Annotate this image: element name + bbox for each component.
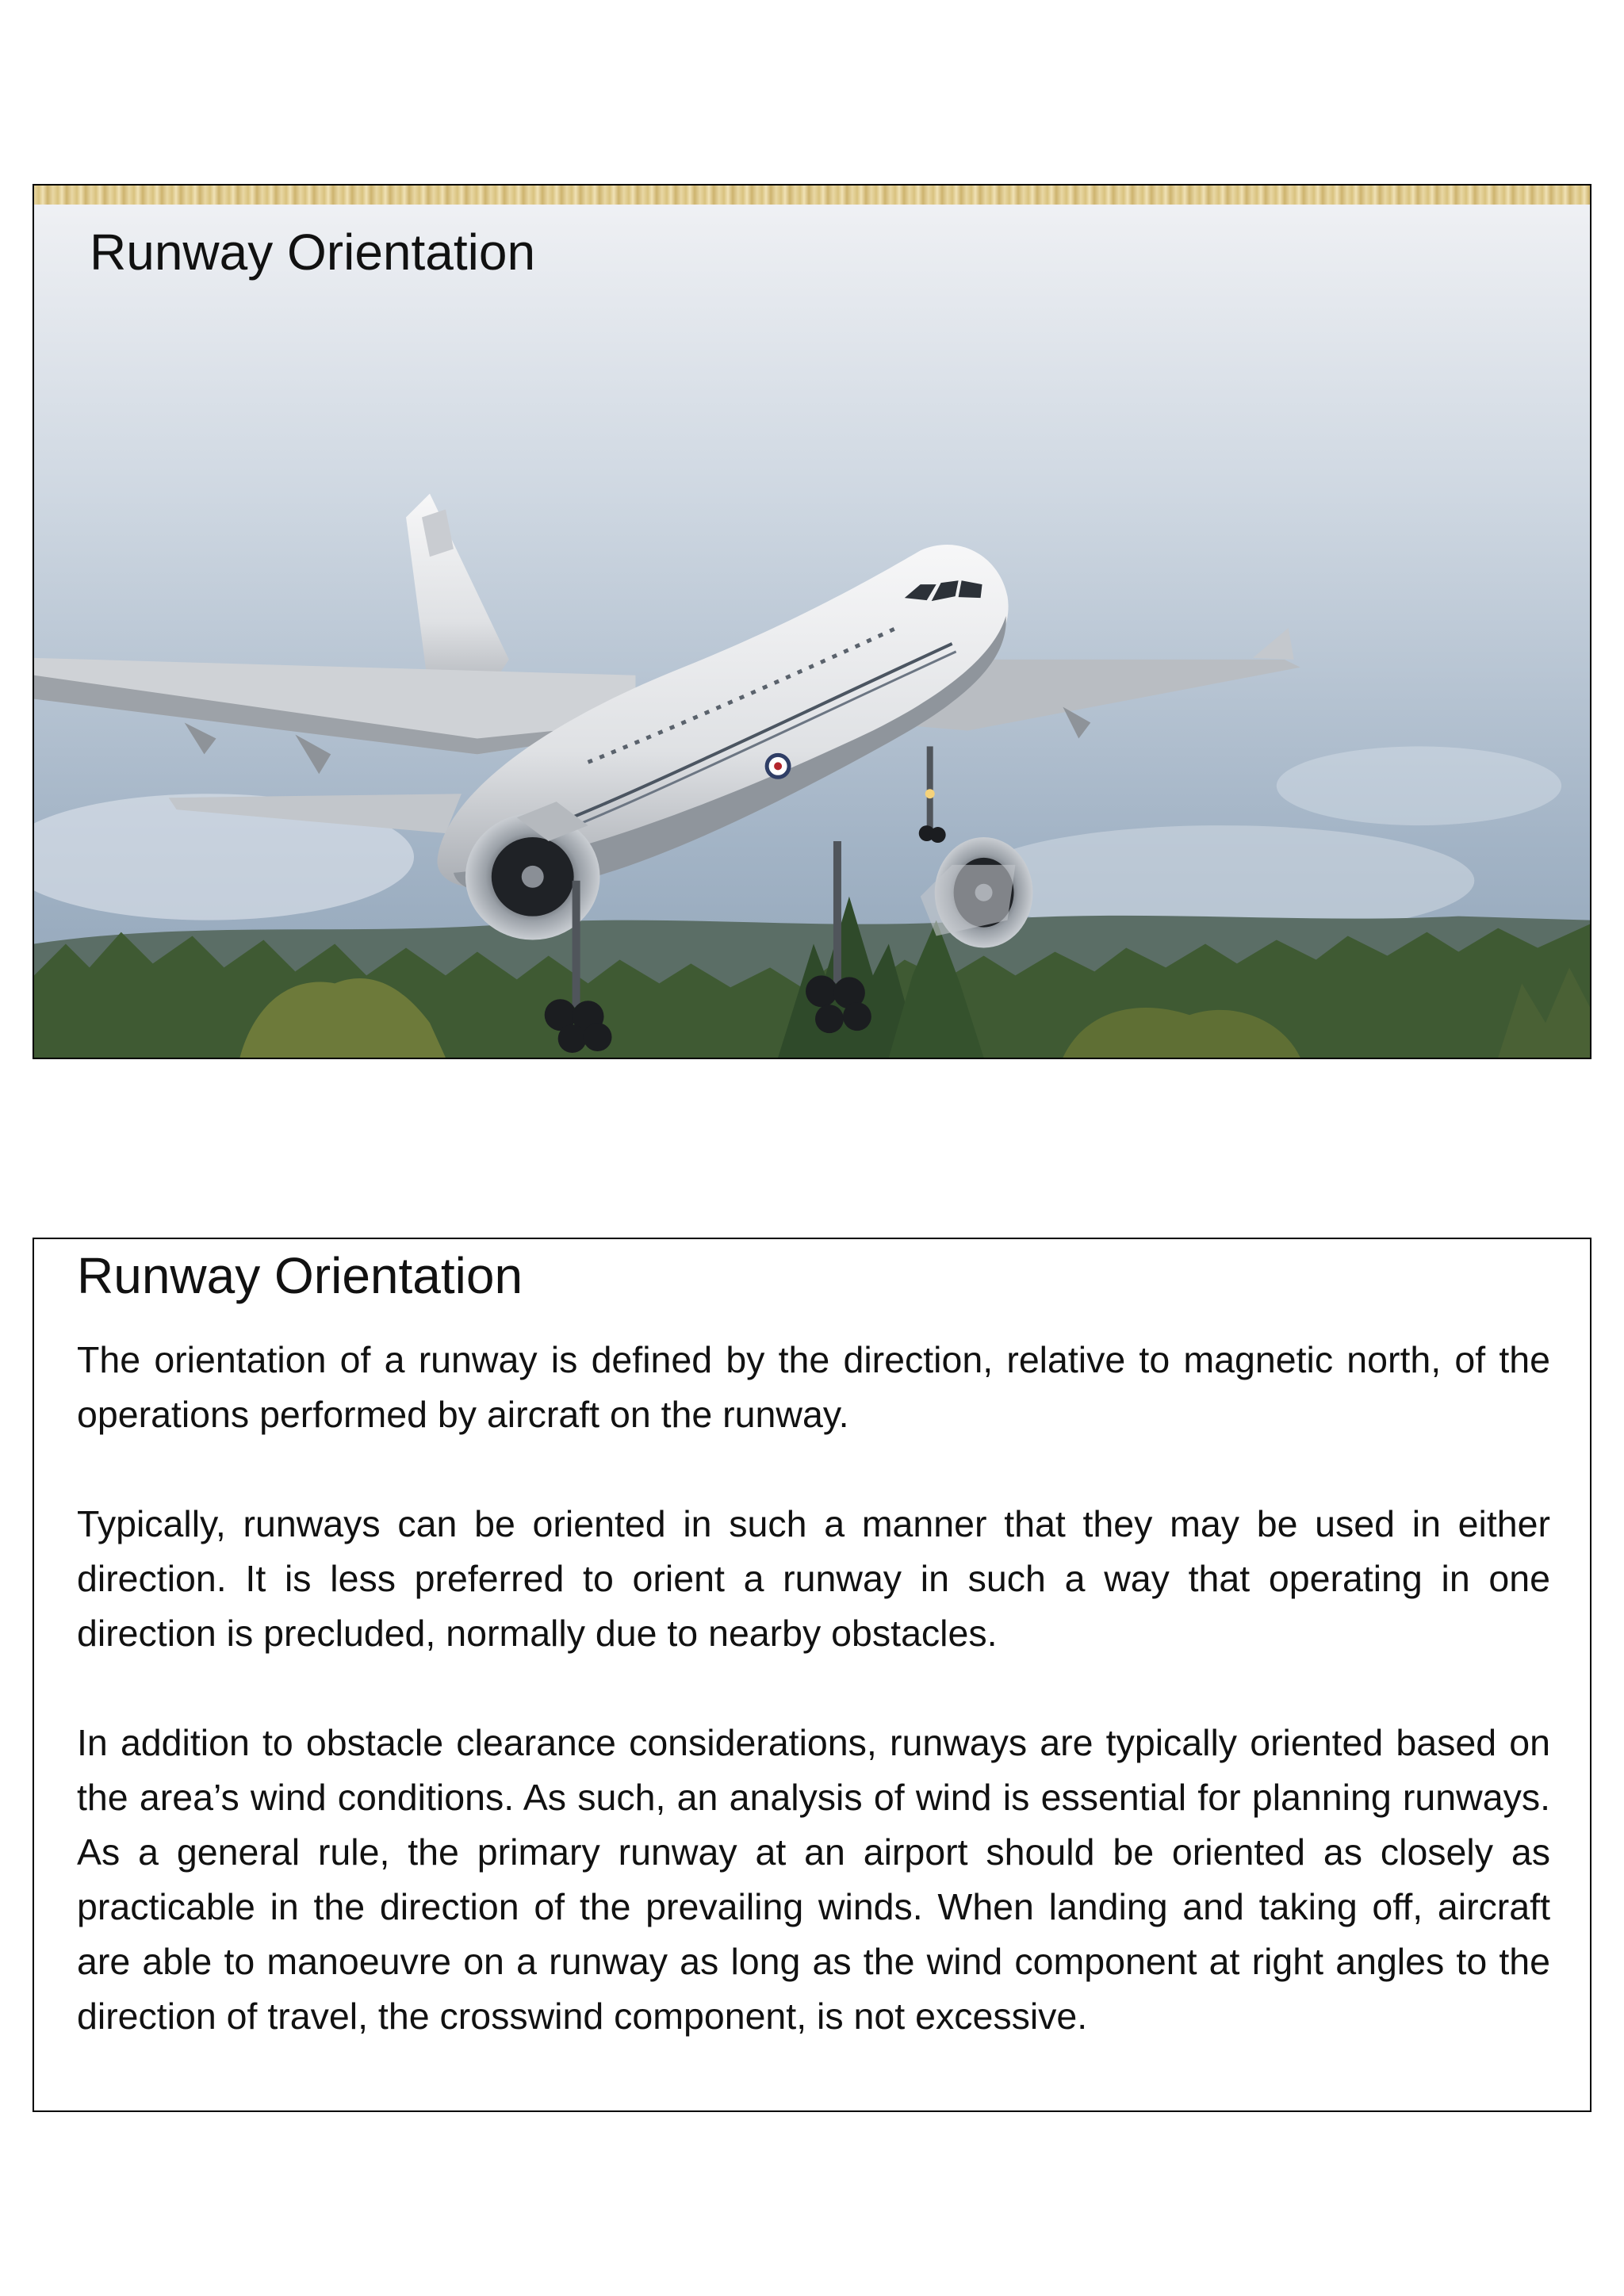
- paragraph-direction: Typically, runways can be oriented in such a manner that they may be used in either direction. It is less preferred to orient a runway in such a way that operating in one direction is precluded, normally due to nearby obstacles.: [77, 1503, 1550, 1654]
- airliner-photo: [34, 186, 1590, 1058]
- paragraph-wind: In addition to obstacle clearance considerations, runways are typically oriented based on the area’s wind conditions. As such, an analysis of wind is essential for planning runways. As a general rule, the primary runway at an airport should be oriented as closely as practicable in the direction of the prevailing winds. When landing and taking off, aircraft are able to manoeuvre on a runway as long as the wind component at right angles to the direction of travel, the crosswind component, is not excessive.: [77, 1722, 1550, 2037]
- text-slide-body: [77, 1333, 1550, 2044]
- text-slide-title: Runway Orientation: [77, 1247, 523, 1304]
- paragraph-definition: The orientation of a runway is defined by the direction, relative to magnetic north, of the operations performed by aircraft on the runway.: [77, 1339, 1550, 1435]
- photo-slide: [33, 184, 1591, 1059]
- text-slide: [33, 1238, 1591, 2112]
- decorative-texture-strip: [34, 186, 1590, 205]
- photo-slide-title: Runway Orientation: [90, 224, 536, 281]
